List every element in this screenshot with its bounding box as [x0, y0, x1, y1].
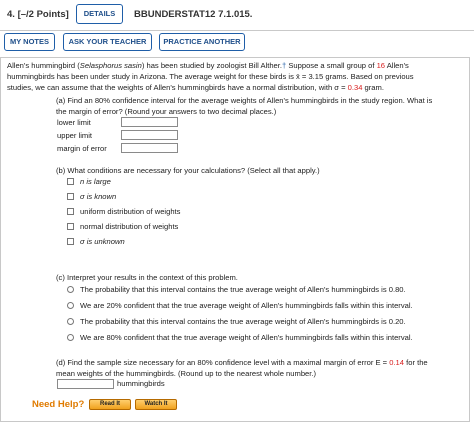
- watch-it-button[interactable]: Watch It: [135, 399, 177, 410]
- part-a-question-1: (a) Find an 80% confidence interval for the average weights of Allen's hummingbirds in the study region. What is: [56, 96, 433, 105]
- need-help-label: Need Help?: [32, 399, 85, 410]
- margin-of-error-label: margin of error: [57, 144, 107, 153]
- lower-limit-input[interactable]: [121, 117, 178, 127]
- question-number: 4.: [7, 9, 15, 20]
- part-d-question-1: (d) Find the sample size necessary for an 80% confidence level with a maximal margin of error E = 0.14 for the: [56, 358, 428, 367]
- part-b-question: (b) What conditions are necessary for your calculations? (Select all that apply.): [56, 166, 320, 175]
- question-number-points: [7, 9, 69, 20]
- read-it-button[interactable]: Read It: [89, 399, 131, 410]
- part-d-question-2: mean weights of the hummingbirds. (Round up to the nearest whole number.): [56, 369, 317, 378]
- sample-size-input[interactable]: [57, 379, 114, 389]
- ask-teacher-button[interactable]: ASK YOUR TEACHER: [63, 33, 152, 51]
- upper-limit-label: upper limit: [57, 131, 93, 140]
- my-notes-button[interactable]: MY NOTES: [4, 33, 55, 51]
- question-header: [0, 0, 474, 32]
- condition-label: n is large: [80, 177, 111, 186]
- interpretation-option: We are 80% confident that the true average weight of Allen's hummingbirds falls within this interval.: [80, 333, 413, 342]
- upper-limit-input[interactable]: [121, 130, 178, 140]
- lower-limit-label: lower limit: [57, 118, 91, 127]
- footnote-link[interactable]: †: [282, 61, 287, 70]
- sample-size-unit: hummingbirds: [117, 379, 165, 388]
- header-divider: [0, 30, 474, 31]
- species-name: Selasphorus sasin: [79, 61, 142, 70]
- condition-label: uniform distribution of weights: [80, 207, 181, 216]
- part-a-question-2: the margin of error? (Round your answers to two decimal places.): [56, 107, 277, 116]
- interpretation-option: We are 20% confident that the true average weight of Allen's hummingbirds falls within this interval.: [80, 301, 413, 310]
- practice-another-button[interactable]: PRACTICE ANOTHER: [159, 33, 245, 51]
- sigma-value: 0.34: [347, 83, 363, 92]
- assignment-id: BBUNDERSTAT12 7.1.015.: [134, 9, 253, 20]
- intro-line-3: studies, we can assume that the weights of Allen's hummingbirds have a normal distribution, with σ = 0.34 gram.: [7, 83, 384, 92]
- details-button[interactable]: DETAILS: [76, 4, 123, 24]
- condition-checkbox[interactable]: [67, 223, 74, 230]
- interpretation-radio[interactable]: [67, 318, 74, 325]
- intro-line-1: Allen's hummingbird (Selasphorus sasin) has been studied by zoologist Bill Alther.† Suppose a small group of 16 Allen's: [7, 61, 409, 70]
- margin-of-error-input[interactable]: [121, 143, 178, 153]
- part-c-question: (c) Interpret your results in the context of this problem.: [56, 273, 238, 282]
- sample-size-value: 16: [376, 61, 386, 70]
- interpretation-radio[interactable]: [67, 334, 74, 341]
- condition-label: σ is known: [80, 192, 117, 201]
- interpretation-radio[interactable]: [67, 302, 74, 309]
- points-label: [–/2 Points]: [17, 9, 69, 20]
- interpretation-option: The probability that this interval contains the true average weight of Allen's hummingbirds is 0.80.: [80, 285, 406, 294]
- condition-checkbox[interactable]: [67, 208, 74, 215]
- interpretation-radio[interactable]: [67, 286, 74, 293]
- condition-checkbox[interactable]: [67, 193, 74, 200]
- condition-checkbox[interactable]: [67, 178, 74, 185]
- intro-line-2: hummingbirds has been under study in Arizona. The average weight for these birds is x̄ = 3.15 grams. Based on previous: [7, 72, 414, 81]
- condition-label: σ is unknown: [80, 237, 125, 246]
- max-error-value: 0.14: [389, 358, 404, 367]
- condition-checkbox[interactable]: [67, 238, 74, 245]
- condition-label: normal distribution of weights: [80, 222, 179, 231]
- interpretation-option: The probability that this interval contains the true average weight of Allen's hummingbirds is 0.20.: [80, 317, 406, 326]
